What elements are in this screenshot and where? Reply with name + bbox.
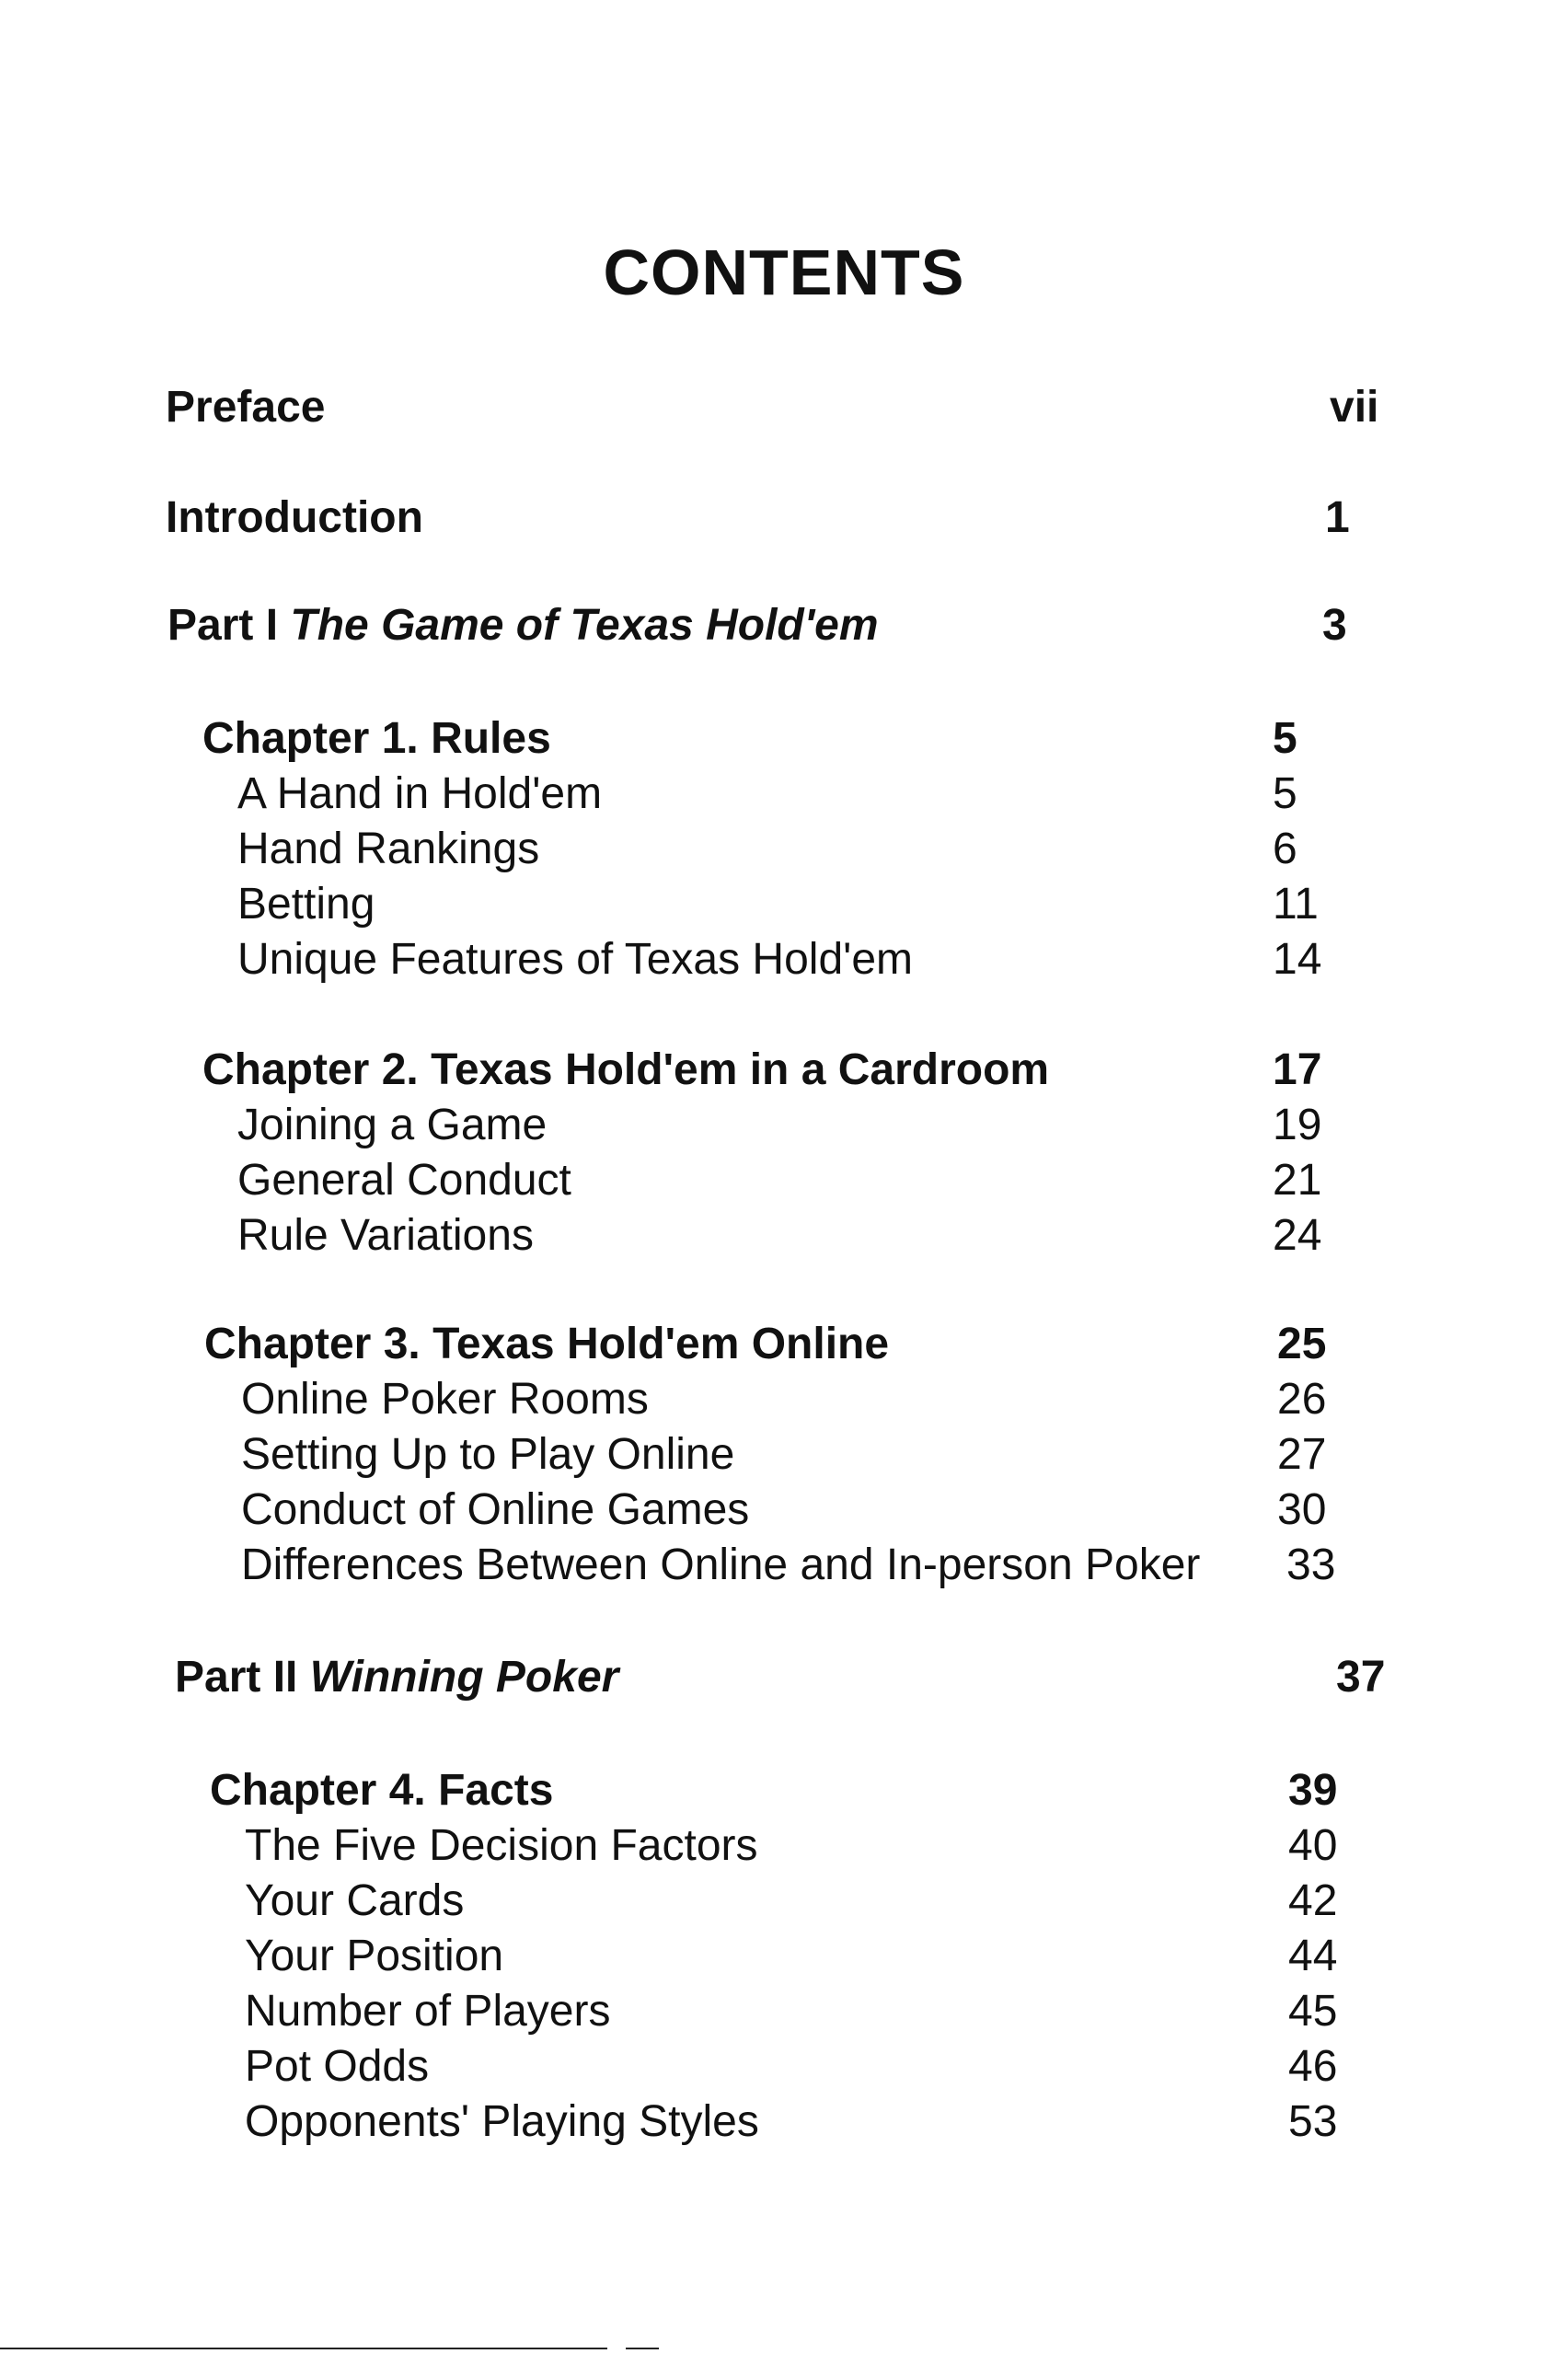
bottom-rule-dash [626,2348,659,2349]
toc-page-number: 24 [1273,1211,1322,1260]
toc-label: Your Cards [245,1876,465,1925]
toc-page-number: 44 [1288,1932,1338,1980]
toc-label: Opponents' Playing Styles [245,2097,759,2146]
toc-page-number: 5 [1273,714,1297,763]
toc-page-number: vii [1330,383,1379,432]
toc-label: Conduct of Online Games [241,1485,750,1534]
toc-page-number: 17 [1273,1045,1322,1094]
toc-label: Hand Rankings [237,825,540,873]
toc-label: Number of Players [245,1987,611,2036]
toc-page-number: 53 [1288,2097,1338,2146]
page-title: CONTENTS [603,237,965,308]
toc-page-number: 27 [1277,1430,1327,1479]
toc-page-number: 33 [1286,1540,1336,1589]
toc-label: Setting Up to Play Online [241,1430,735,1479]
toc-label: Betting [237,880,375,929]
toc-label: A Hand in Hold'em [237,769,603,818]
part-title: Winning Poker [309,1653,619,1702]
toc-page-number: 40 [1288,1821,1338,1870]
toc-label: Chapter 2. Texas Hold'em in a Cardroom [202,1045,1050,1094]
toc-page-number: 45 [1288,1987,1338,2036]
toc-label: Rule Variations [237,1211,534,1260]
bottom-rule [0,2348,607,2349]
part-prefix: Part II [175,1653,298,1702]
toc-page-number: 37 [1336,1653,1386,1702]
toc-page-number: 26 [1277,1375,1327,1424]
toc-label: Introduction [166,493,423,542]
toc-label: General Conduct [237,1156,571,1205]
part-title: The Game of Texas Hold'em [290,601,879,650]
toc-label: Joining a Game [237,1101,548,1149]
part-prefix: Part I [167,601,279,650]
toc-page-number: 11 [1273,880,1319,929]
toc-label: Chapter 4. Facts [210,1766,554,1815]
toc-page-number: 19 [1273,1101,1322,1149]
toc-label: Chapter 3. Texas Hold'em Online [204,1320,890,1368]
toc-label: Preface [166,383,326,432]
toc-page-number: 21 [1273,1156,1322,1205]
toc-page-number: 6 [1273,825,1297,873]
toc-label: The Five Decision Factors [245,1821,758,1870]
toc-label: Differences Between Online and In-person Poker [241,1540,1201,1589]
toc-page-number: 1 [1325,493,1350,542]
toc-label: Your Position [245,1932,504,1980]
toc-label: Online Poker Rooms [241,1375,649,1424]
toc-page-number: 14 [1273,935,1322,984]
toc-page-number: 5 [1273,769,1297,818]
toc-label: Unique Features of Texas Hold'em [237,935,913,984]
toc-page-number: 30 [1277,1485,1327,1534]
toc-page-number: 25 [1277,1320,1327,1368]
toc-page-number: 46 [1288,2042,1338,2091]
toc-page-number: 42 [1288,1876,1338,1925]
toc-page-number: 3 [1322,601,1347,650]
toc-page-number: 39 [1288,1766,1338,1815]
toc-label: Pot Odds [245,2042,430,2091]
toc-label: Chapter 1. Rules [202,714,551,763]
